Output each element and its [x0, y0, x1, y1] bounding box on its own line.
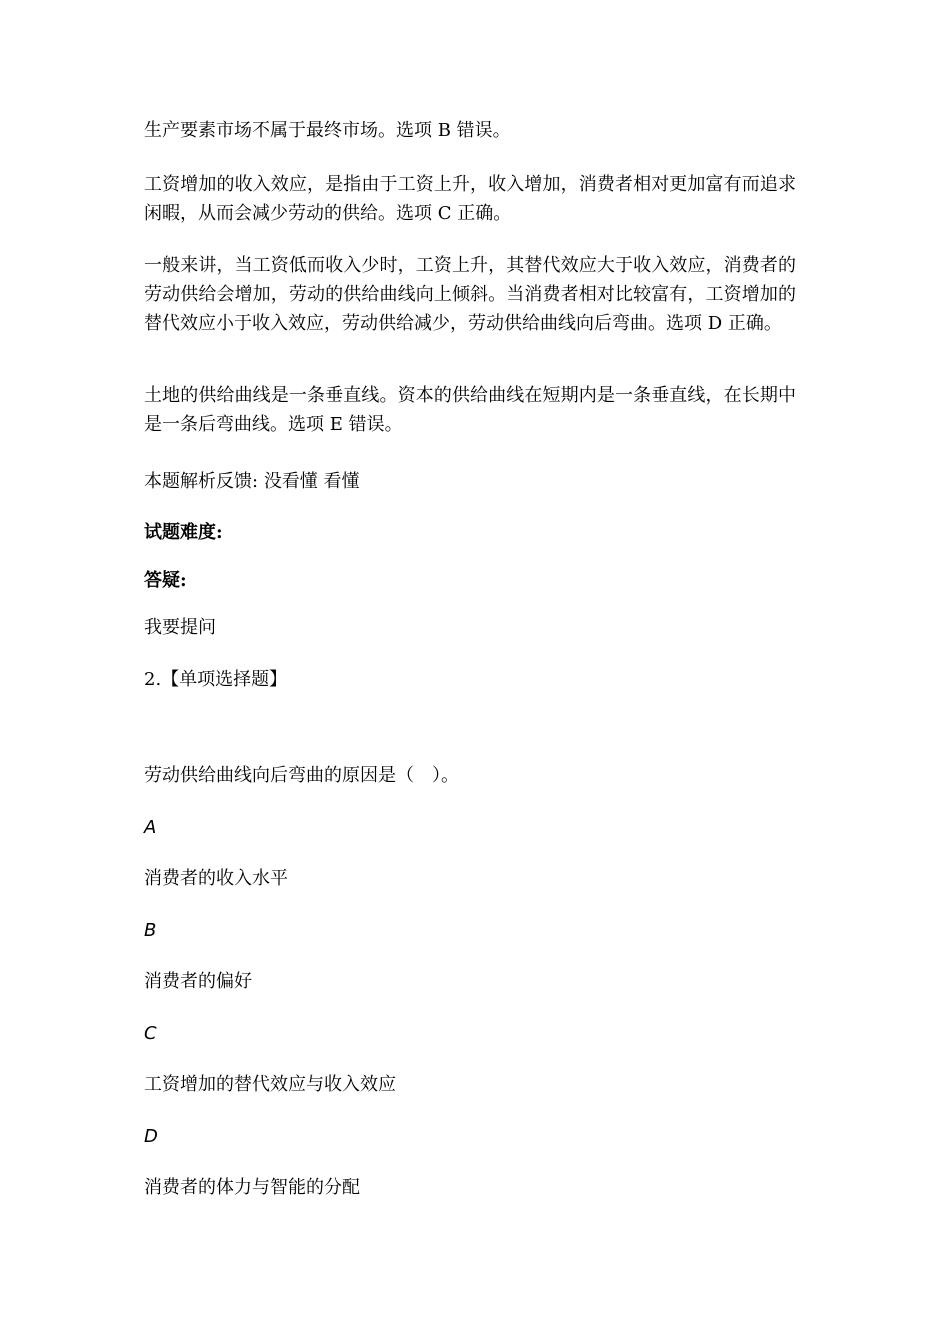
analysis-paragraph-2: 工资增加的收入效应，是指由于工资上升，收入增加，消费者相对更加富有而追求闲暇，从而会减少劳动的供给。选项 C 正确。 [144, 174, 796, 224]
ask-question-link[interactable]: 我要提问 [144, 617, 216, 638]
option-c-text[interactable]: 工资增加的替代效应与收入效应 [144, 1074, 396, 1095]
option-a-text[interactable]: 消费者的收入水平 [144, 868, 288, 889]
analysis-paragraph-3: 一般来讲，当工资低而收入少时，工资上升，其替代效应大于收入效应，消费者的劳动供给会增加，劳动的供给曲线向上倾斜。当消费者相对比较富有，工资增加的替代效应小于收入效应，劳动供给减少，劳动供给曲线向后弯曲。选项 D 正确。 [144, 255, 796, 334]
analysis-paragraph-4: 土地的供给曲线是一条垂直线。资本的供给曲线在短期内是一条垂直线，在长期中是一条后弯曲线。选项 E 错误。 [144, 385, 796, 435]
feedback-not-understood-link[interactable]: 没看懂 [263, 471, 318, 492]
question-stem: 劳动供给曲线向后弯曲的原因是（ ）。 [144, 765, 459, 786]
option-d-text[interactable]: 消费者的体力与智能的分配 [144, 1177, 360, 1198]
option-c-letter[interactable]: C [144, 1023, 157, 1044]
question-header: 2.【单项选择题】 [144, 669, 288, 690]
feedback-understood-link[interactable]: 看懂 [323, 471, 360, 492]
option-b-text[interactable]: 消费者的偏好 [144, 971, 252, 992]
option-a-letter[interactable]: A [144, 817, 157, 838]
difficulty-label: 试题难度: [144, 522, 223, 543]
option-b-letter[interactable]: B [144, 920, 157, 941]
analysis-paragraph-1: 生产要素市场不属于最终市场。选项 B 错误。 [144, 120, 511, 141]
qa-label: 答疑: [144, 570, 187, 591]
feedback-row [144, 467, 796, 496]
feedback-label: 本题解析反馈: [144, 471, 259, 492]
option-d-letter[interactable]: D [144, 1126, 158, 1147]
